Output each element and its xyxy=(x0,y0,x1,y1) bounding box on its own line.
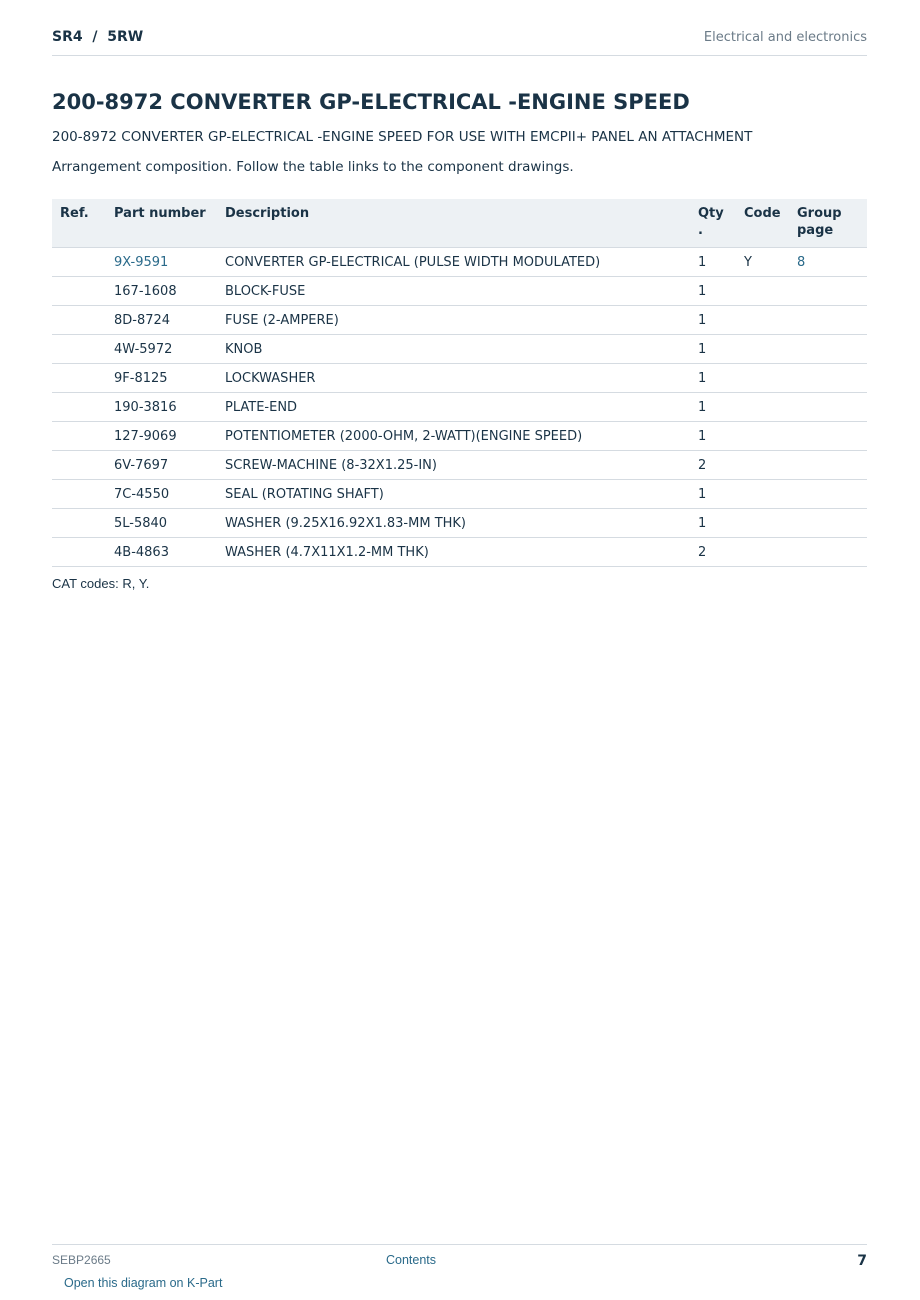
ref-cell xyxy=(52,538,106,567)
group-page-cell xyxy=(789,393,867,422)
document-id: SEBP2665 xyxy=(52,1253,111,1267)
description-cell: BLOCK-FUSE xyxy=(217,277,690,306)
qty-cell: 1 xyxy=(690,422,736,451)
group-page-cell xyxy=(789,248,867,277)
table-row xyxy=(52,480,867,509)
table-row xyxy=(52,451,867,480)
ref-cell xyxy=(52,306,106,335)
part-number-cell: 9F-8125 xyxy=(106,364,217,393)
description-cell: SCREW-MACHINE (8-32X1.25-IN) xyxy=(217,451,690,480)
page-title: 200-8972 CONVERTER GP-ELECTRICAL -ENGINE SPEED xyxy=(52,90,690,114)
page-footer xyxy=(52,1244,867,1275)
table-row xyxy=(52,335,867,364)
table-row xyxy=(52,393,867,422)
group-page-cell xyxy=(789,480,867,509)
ref-cell xyxy=(52,451,106,480)
page-header xyxy=(52,28,867,56)
code-cell xyxy=(736,480,789,509)
code-cell xyxy=(736,306,789,335)
group-page-cell xyxy=(789,538,867,567)
contents-link[interactable]: Contents xyxy=(386,1253,437,1267)
page-subtitle: 200-8972 CONVERTER GP-ELECTRICAL -ENGINE SPEED FOR USE WITH EMCPII+ PANEL AN ATTACHMENT xyxy=(52,129,753,145)
part-number-cell: 5L-5840 xyxy=(106,509,217,538)
qty-cell: 1 xyxy=(690,277,736,306)
description-cell: KNOB xyxy=(217,335,690,364)
ref-cell xyxy=(52,364,106,393)
ref-cell xyxy=(52,422,106,451)
description-cell: LOCKWASHER xyxy=(217,364,690,393)
part-number-cell: 167-1608 xyxy=(106,277,217,306)
col-header-group-page xyxy=(789,199,867,248)
code-cell xyxy=(736,393,789,422)
code-cell xyxy=(736,509,789,538)
description-cell: SEAL (ROTATING SHAFT) xyxy=(217,480,690,509)
code-cell: Y xyxy=(736,248,789,277)
col-header-group-line1: Group xyxy=(797,206,842,221)
code-cell xyxy=(736,451,789,480)
code-cell xyxy=(736,335,789,364)
table-row xyxy=(52,277,867,306)
ref-cell xyxy=(52,248,106,277)
col-header-part-number: Part number xyxy=(106,199,217,248)
group-page-cell xyxy=(789,422,867,451)
page-number: 7 xyxy=(857,1253,867,1269)
ref-cell xyxy=(52,480,106,509)
col-header-qty-line1: Qty xyxy=(698,206,724,221)
part-number-cell: 7C-4550 xyxy=(106,480,217,509)
part-number-link[interactable]: 9X-9591 xyxy=(114,254,169,270)
qty-cell: 1 xyxy=(690,306,736,335)
description-cell: WASHER (9.25X16.92X1.83-MM THK) xyxy=(217,509,690,538)
part-number-cell xyxy=(106,248,217,277)
col-header-group-line2: page xyxy=(797,223,834,238)
parts-table xyxy=(52,199,867,567)
group-page-cell xyxy=(789,364,867,393)
qty-cell: 1 xyxy=(690,480,736,509)
group-page-cell xyxy=(789,277,867,306)
table-row xyxy=(52,509,867,538)
part-number-cell: 6V-7697 xyxy=(106,451,217,480)
group-page-cell xyxy=(789,335,867,364)
col-header-qty-line2: . xyxy=(698,223,703,238)
col-header-code: Code xyxy=(736,199,789,248)
table-row xyxy=(52,538,867,567)
qty-cell: 1 xyxy=(690,393,736,422)
code-cell xyxy=(736,277,789,306)
part-number-cell: 127-9069 xyxy=(106,422,217,451)
description-cell: FUSE (2-AMPERE) xyxy=(217,306,690,335)
code-cell xyxy=(736,364,789,393)
qty-cell: 1 xyxy=(690,335,736,364)
table-row xyxy=(52,364,867,393)
qty-cell: 1 xyxy=(690,364,736,393)
table-row xyxy=(52,306,867,335)
parts-table-body xyxy=(52,248,867,567)
table-header-row xyxy=(52,199,867,248)
breadcrumb: SR4 / 5RW xyxy=(52,29,144,45)
part-number-cell: 4B-4863 xyxy=(106,538,217,567)
qty-cell: 2 xyxy=(690,538,736,567)
table-row xyxy=(52,248,867,277)
open-kpart-link[interactable]: Open this diagram on K-Part xyxy=(64,1276,223,1290)
description-cell: PLATE-END xyxy=(217,393,690,422)
code-cell xyxy=(736,422,789,451)
section-title: Electrical and electronics xyxy=(703,30,867,45)
code-cell xyxy=(736,538,789,567)
part-number-cell: 190-3816 xyxy=(106,393,217,422)
col-header-ref: Ref. xyxy=(52,199,106,248)
ref-cell xyxy=(52,393,106,422)
col-header-description: Description xyxy=(217,199,690,248)
group-page-cell xyxy=(789,306,867,335)
description-cell: WASHER (4.7X11X1.2-MM THK) xyxy=(217,538,690,567)
group-page-cell xyxy=(789,451,867,480)
qty-cell: 1 xyxy=(690,248,736,277)
intro-text: Arrangement composition. Follow the table links to the component drawings. xyxy=(52,159,574,175)
part-number-cell: 4W-5972 xyxy=(106,335,217,364)
ref-cell xyxy=(52,277,106,306)
qty-cell: 1 xyxy=(690,509,736,538)
group-page-cell xyxy=(789,509,867,538)
ref-cell xyxy=(52,509,106,538)
description-cell: POTENTIOMETER (2000-OHM, 2-WATT)(ENGINE SPEED) xyxy=(217,422,690,451)
part-number-cell: 8D-8724 xyxy=(106,306,217,335)
cat-codes-note: CAT codes: R, Y. xyxy=(52,576,150,591)
group-page-link[interactable]: 8 xyxy=(797,254,806,270)
ref-cell xyxy=(52,335,106,364)
table-row xyxy=(52,422,867,451)
qty-cell: 2 xyxy=(690,451,736,480)
description-cell: CONVERTER GP-ELECTRICAL (PULSE WIDTH MODULATED) xyxy=(217,248,690,277)
col-header-qty xyxy=(690,199,736,248)
